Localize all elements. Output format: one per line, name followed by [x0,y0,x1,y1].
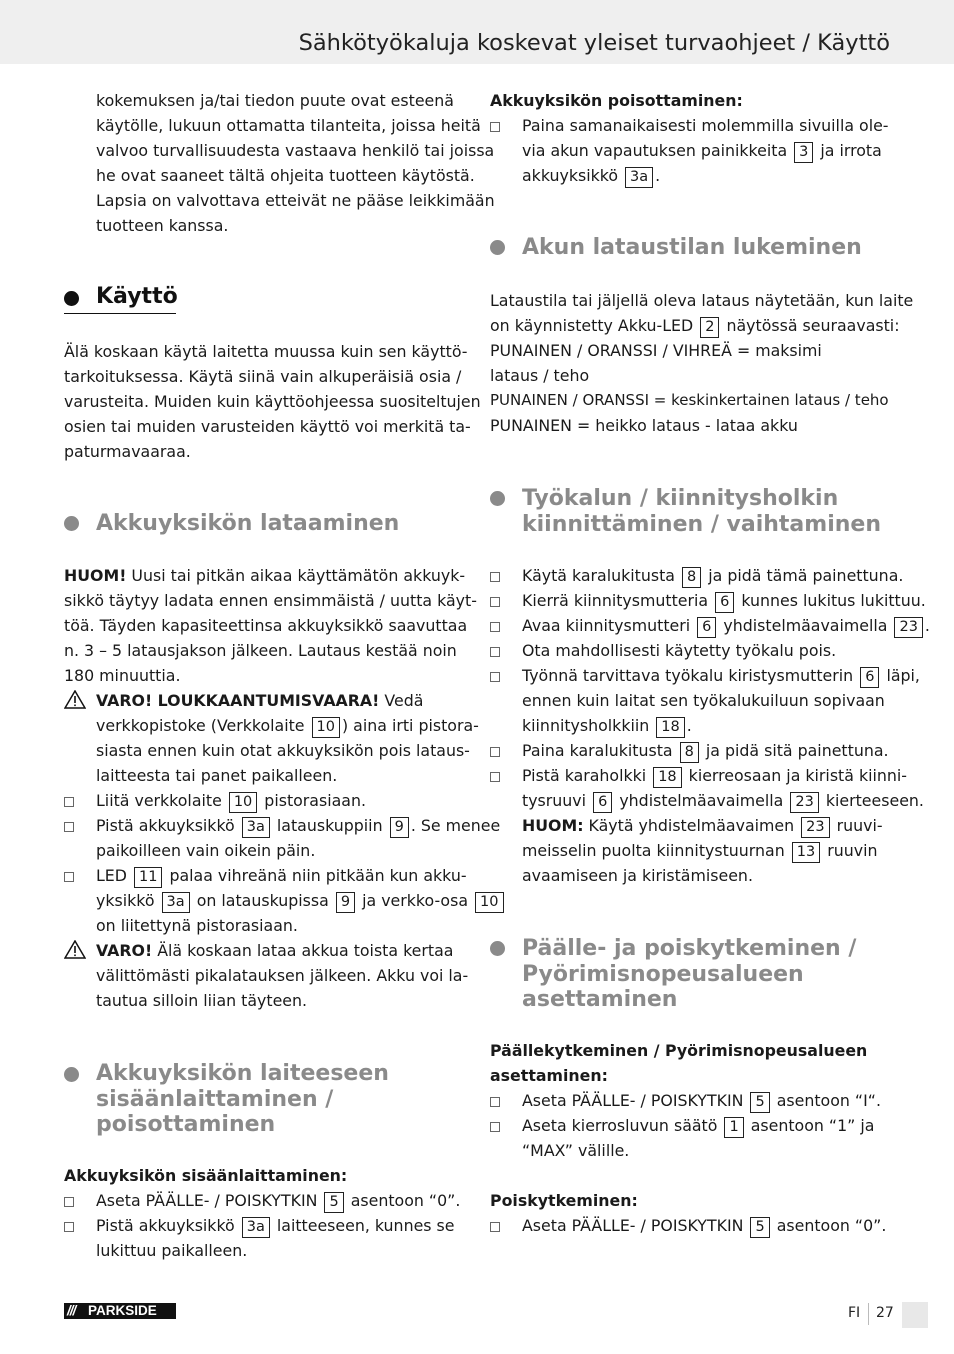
part-ref: 6 [593,792,612,813]
text-line: on liitettynä pistorasiaan. [96,916,298,935]
text-fragment: Aseta kierrosluvun säätö [522,1116,723,1135]
text-line: PUNAINEN / ORANSSI / VIHREÄ = maksimi [490,341,822,360]
list-item [96,863,506,938]
heading-underline [64,313,176,314]
text-fragment: on käynnistetty Akku-LED [490,316,699,335]
section-heading-lataustila: Akun lataustilan lukeminen [522,235,862,260]
list-bullet-icon [64,1197,74,1207]
text-line: osien tai muiden varusteiden käyttö voi merkitä ta- [64,417,471,436]
part-ref: 23 [790,792,818,813]
heading-line: Pyörimisnopeusalueen [522,961,804,987]
text-line: laitteesta tai panet paikalleen. [96,766,338,785]
list-item [96,788,366,813]
text-fragment: laitteeseen, kunnes se [271,1216,455,1235]
list-item [96,1188,460,1213]
text-fragment: palaa vihreänä niin pitkään kun akku- [164,866,467,885]
text-fragment: ja pidä tämä painettuna. [703,566,904,585]
section-bullet-icon [64,516,79,531]
text-fragment: . [924,616,930,635]
list-item [522,588,926,613]
warning-triangle-icon [64,940,86,959]
text-line: 180 minuuttia. [64,666,181,685]
text-fragment: asentoon “0”. [771,1216,887,1235]
text-fragment: Paina karalukitusta [522,741,678,760]
text-line: Paina samanaikaisesti molemmilla sivuilla ole- [522,116,889,135]
heading-line: asettaminen [522,987,678,1012]
intro-paragraph [96,88,495,238]
part-ref: 10 [312,717,340,738]
text-line: tuotteen kanssa. [96,216,229,235]
huom-paragraph [64,563,477,688]
text-fragment: näytössä seuraavasti: [721,316,900,335]
text-fragment: akkuyksikkö [522,166,624,185]
subheading-line: Päällekytkeminen / Pyörimisnopeusalueen [490,1041,868,1060]
text-line: Lapsia on valvottava etteivät ne pääse leikkimään [96,191,495,210]
text-line: “MAX” välille. [522,1141,630,1160]
list-item [96,813,500,863]
section-heading-sisaan [96,1061,389,1138]
text-line: paturmavaaraa. [64,442,191,461]
part-ref: 10 [229,792,257,813]
list-item [522,563,903,588]
section-heading-tyokalu [522,486,881,537]
heading-line: Työkalun / kiinnitysholkin [522,486,839,511]
list-item [522,1213,886,1238]
text-fragment: verkkopistoke (Verkkolaite [96,716,310,735]
list-bullet-icon [64,797,74,807]
heading-line: sisäänlaittaminen / [96,1086,334,1112]
part-ref: 2 [700,317,719,338]
list-item [522,1088,881,1113]
text-fragment: latauskuppiin [271,816,388,835]
huom-label: HUOM! [64,566,127,585]
section-bullet-icon [64,1067,79,1082]
text-fragment: Liitä verkkolaite [96,791,227,810]
text-line: siasta ennen kuin otat akkuyksikön pois lataus- [96,741,470,760]
part-ref: 13 [792,842,820,863]
list-bullet-icon [490,647,500,657]
text-line: Ota mahdollisesti käytetty työkalu pois. [522,641,837,660]
part-ref: 23 [894,617,922,638]
page-header [0,0,954,64]
text-line: käytölle, lukuun ottamatta tilanteita, joissa heitä [96,116,481,135]
varo-label: VARO! [96,941,153,960]
part-ref: 3 [794,142,813,163]
part-ref: 18 [656,717,684,738]
text-fragment: pistorasiaan. [259,791,366,810]
text-fragment: Pistä akkuyksikkö [96,1216,240,1235]
text-fragment: Käytä yhdistelmäavaimen [583,816,800,835]
text-fragment: via akun vapautuksen painikkeita [522,141,793,160]
text-fragment: Käytä karalukitusta [522,566,680,585]
warning-triangle-icon [64,690,86,709]
text-fragment: ja pidä sitä painettuna. [700,741,889,760]
text-line: PUNAINEN / ORANSSI = keskinkertainen lataus / teho [490,391,889,409]
text-line: he ovat saaneet tältä ohjeita tuotteen käytöstä. [96,166,475,185]
section-bullet-icon [64,291,79,306]
text-line: tautua silloin liian täyteen. [96,991,308,1010]
part-ref: 3a [242,817,270,838]
kaytto-paragraph [64,339,481,464]
list-bullet-icon [490,572,500,582]
list-bullet-icon [490,772,500,782]
heading-line: poisottaminen [96,1112,276,1137]
text-line: avaamiseen ja kiristämiseen. [522,866,753,885]
part-ref: 3a [242,1217,270,1238]
list-item [522,663,920,738]
list-bullet-icon [64,872,74,882]
text-fragment: Kierrä kiinnitysmutteria [522,591,714,610]
list-bullet-icon [490,597,500,607]
part-ref: 1 [724,1117,743,1138]
section-heading-lataaminen: Akkuyksikön lataaminen [96,511,400,536]
text-fragment: ja verkko-osa [357,891,474,910]
lataustila-paragraph [490,288,913,438]
list-bullet-icon [490,1222,500,1232]
text-fragment: Vedä [379,691,424,710]
list-bullet-icon [490,672,500,682]
text-fragment: asentoon “0”. [345,1191,461,1210]
subheading-line: asettaminen: [490,1066,608,1085]
part-ref: 3a [162,892,190,913]
part-ref: 5 [750,1217,769,1238]
part-ref: 10 [475,892,503,913]
subheading: Poiskytkeminen: [490,1191,638,1210]
list-item [522,613,930,638]
heading-line: kiinnittäminen / vaihtaminen [522,511,881,537]
part-ref: 5 [324,1192,343,1213]
section-heading-kaytto: Käyttö [96,284,178,309]
text-line: lukittuu paikalleen. [96,1241,248,1260]
text-fragment: Älä koskaan lataa akkua toista kertaa [152,941,454,960]
heading-line: Akkuyksikön laiteeseen [96,1061,389,1086]
text-fragment: Aseta PÄÄLLE- / POISKYTKIN [522,1216,749,1235]
footer-divider [868,1303,869,1325]
varo-warning-2 [96,938,468,1013]
text-fragment: on latauskupissa [191,891,334,910]
page-corner-box [902,1302,928,1328]
varo-warning-1 [96,688,479,788]
list-item [522,738,889,763]
section-bullet-icon [490,491,505,506]
text-line: Älä koskaan käytä laitetta muussa kuin sen käyttö- [64,342,468,361]
text-line: valvoo turvallisuudesta vastaava henkilö tai joissa [96,141,495,160]
list-bullet-icon [490,747,500,757]
text-fragment: Avaa kiinnitysmutteri [522,616,696,635]
text-line: sikkö täytyy ladata ennen ensimmäistä / uutta käyt- [64,591,477,610]
text-line: kokemuksen ja/tai tiedon puute ovat esteenä [96,91,454,110]
subheading [490,1038,867,1088]
text-fragment: ja irrota [815,141,882,160]
text-line: ennen kuin laitat sen työkalukuiluun sopivaan [522,691,885,710]
text-fragment: meisselin puolta kiinnitystuurnan [522,841,790,860]
text-fragment: kiinnitysholkkiin [522,716,655,735]
text-fragment: . [686,716,692,735]
text-fragment: ruuvi- [831,816,883,835]
text-fragment: asentoon “1” ja [745,1116,875,1135]
text-fragment: kierreosaan ja kiristä kiinni- [683,766,907,785]
text-fragment: läpi, [881,666,920,685]
part-ref: 5 [750,1092,769,1113]
list-bullet-icon [64,822,74,832]
brand-name: PARKSIDE [88,1303,157,1318]
section-bullet-icon [490,941,505,956]
text-fragment: Aseta PÄÄLLE- / POISKYTKIN [522,1091,749,1110]
language-code: FI [848,1305,861,1321]
text-fragment: yhdistelmäavaimella [614,791,789,810]
text-fragment: . Se menee [410,816,501,835]
part-ref: 11 [134,867,162,888]
list-bullet-icon [490,122,500,132]
page-title: Sähkötyökaluja koskevat yleiset turvaohjeet / Käyttö [298,30,890,56]
text-fragment: Pistä akkuyksikkö [96,816,240,835]
part-ref: 3a [625,167,653,188]
text-fragment: kunnes lukitus lukittuu. [736,591,926,610]
text-fragment: Työnnä tarvittava työkalu kiristysmutterin [522,666,859,685]
list-item [522,113,889,188]
text-line: varusteita. Muiden kuin käyttöohjeessa suositeltujen [64,392,481,411]
subheading: Akkuyksikön poisottaminen: [490,91,743,110]
text-fragment: yhdistelmäavaimella [718,616,893,635]
heading-line: Päälle- ja poiskytkeminen / [522,936,857,961]
text-line: tarkoituksessa. Käytä siinä vain alkuperäisiä osia / [64,367,462,386]
parkside-logo [64,1303,176,1319]
list-item [522,638,836,663]
subheading: Akkuyksikön sisäänlaittaminen: [64,1166,348,1185]
text-fragment: ruuvin [822,841,878,860]
section-bullet-icon [490,240,505,255]
logo-stripes-icon: /// [67,1303,76,1318]
text-line: n. 3 – 5 latausjakson jälkeen. Lautaus kestää noin [64,641,457,660]
text-fragment: . [655,166,661,185]
part-ref: 8 [682,567,701,588]
part-ref: 6 [697,617,716,638]
section-heading-paalle [522,936,856,1013]
text-fragment: LED [96,866,132,885]
list-item [522,1113,874,1163]
text-fragment: asentoon “I“. [771,1091,881,1110]
part-ref: 6 [860,667,879,688]
text-fragment: ) aina irti pistora- [342,716,479,735]
list-item [522,763,924,888]
huom-label: HUOM: [522,816,584,835]
list-item [96,1213,455,1263]
list-bullet-icon [490,1122,500,1132]
text-fragment: tysruuvi [522,791,592,810]
text-line: Lataustila tai jäljellä oleva lataus näytetään, kun laite [490,291,914,310]
text-line: PUNAINEN = heikko lataus - lataa akku [490,416,798,435]
text-line: töä. Täyden kapasiteettinsa akkuyksikkö saavuttaa [64,616,468,635]
text-fragment: Pistä karaholkki [522,766,652,785]
part-ref: 9 [390,817,409,838]
part-ref: 18 [653,767,681,788]
text-line: Uusi tai pitkän aikaa käyttämätön akkuyk- [126,566,466,585]
text-line: lataus / teho [490,366,590,385]
varo-label: VARO! LOUKKAANTUMISVAARA! [96,691,380,710]
page-number: 27 [876,1305,894,1321]
part-ref: 6 [715,592,734,613]
text-line: välittömästi pikalatauksen jälkeen. Akku voi la- [96,966,469,985]
list-bullet-icon [64,1222,74,1232]
list-bullet-icon [490,622,500,632]
text-fragment: yksikkö [96,891,160,910]
text-line: paikoilleen vain oikein päin. [96,841,316,860]
list-bullet-icon [490,1097,500,1107]
text-fragment: Aseta PÄÄLLE- / POISKYTKIN [96,1191,323,1210]
part-ref: 23 [801,817,829,838]
part-ref: 9 [336,892,355,913]
text-fragment: kierteeseen. [820,791,924,810]
part-ref: 8 [680,742,699,763]
